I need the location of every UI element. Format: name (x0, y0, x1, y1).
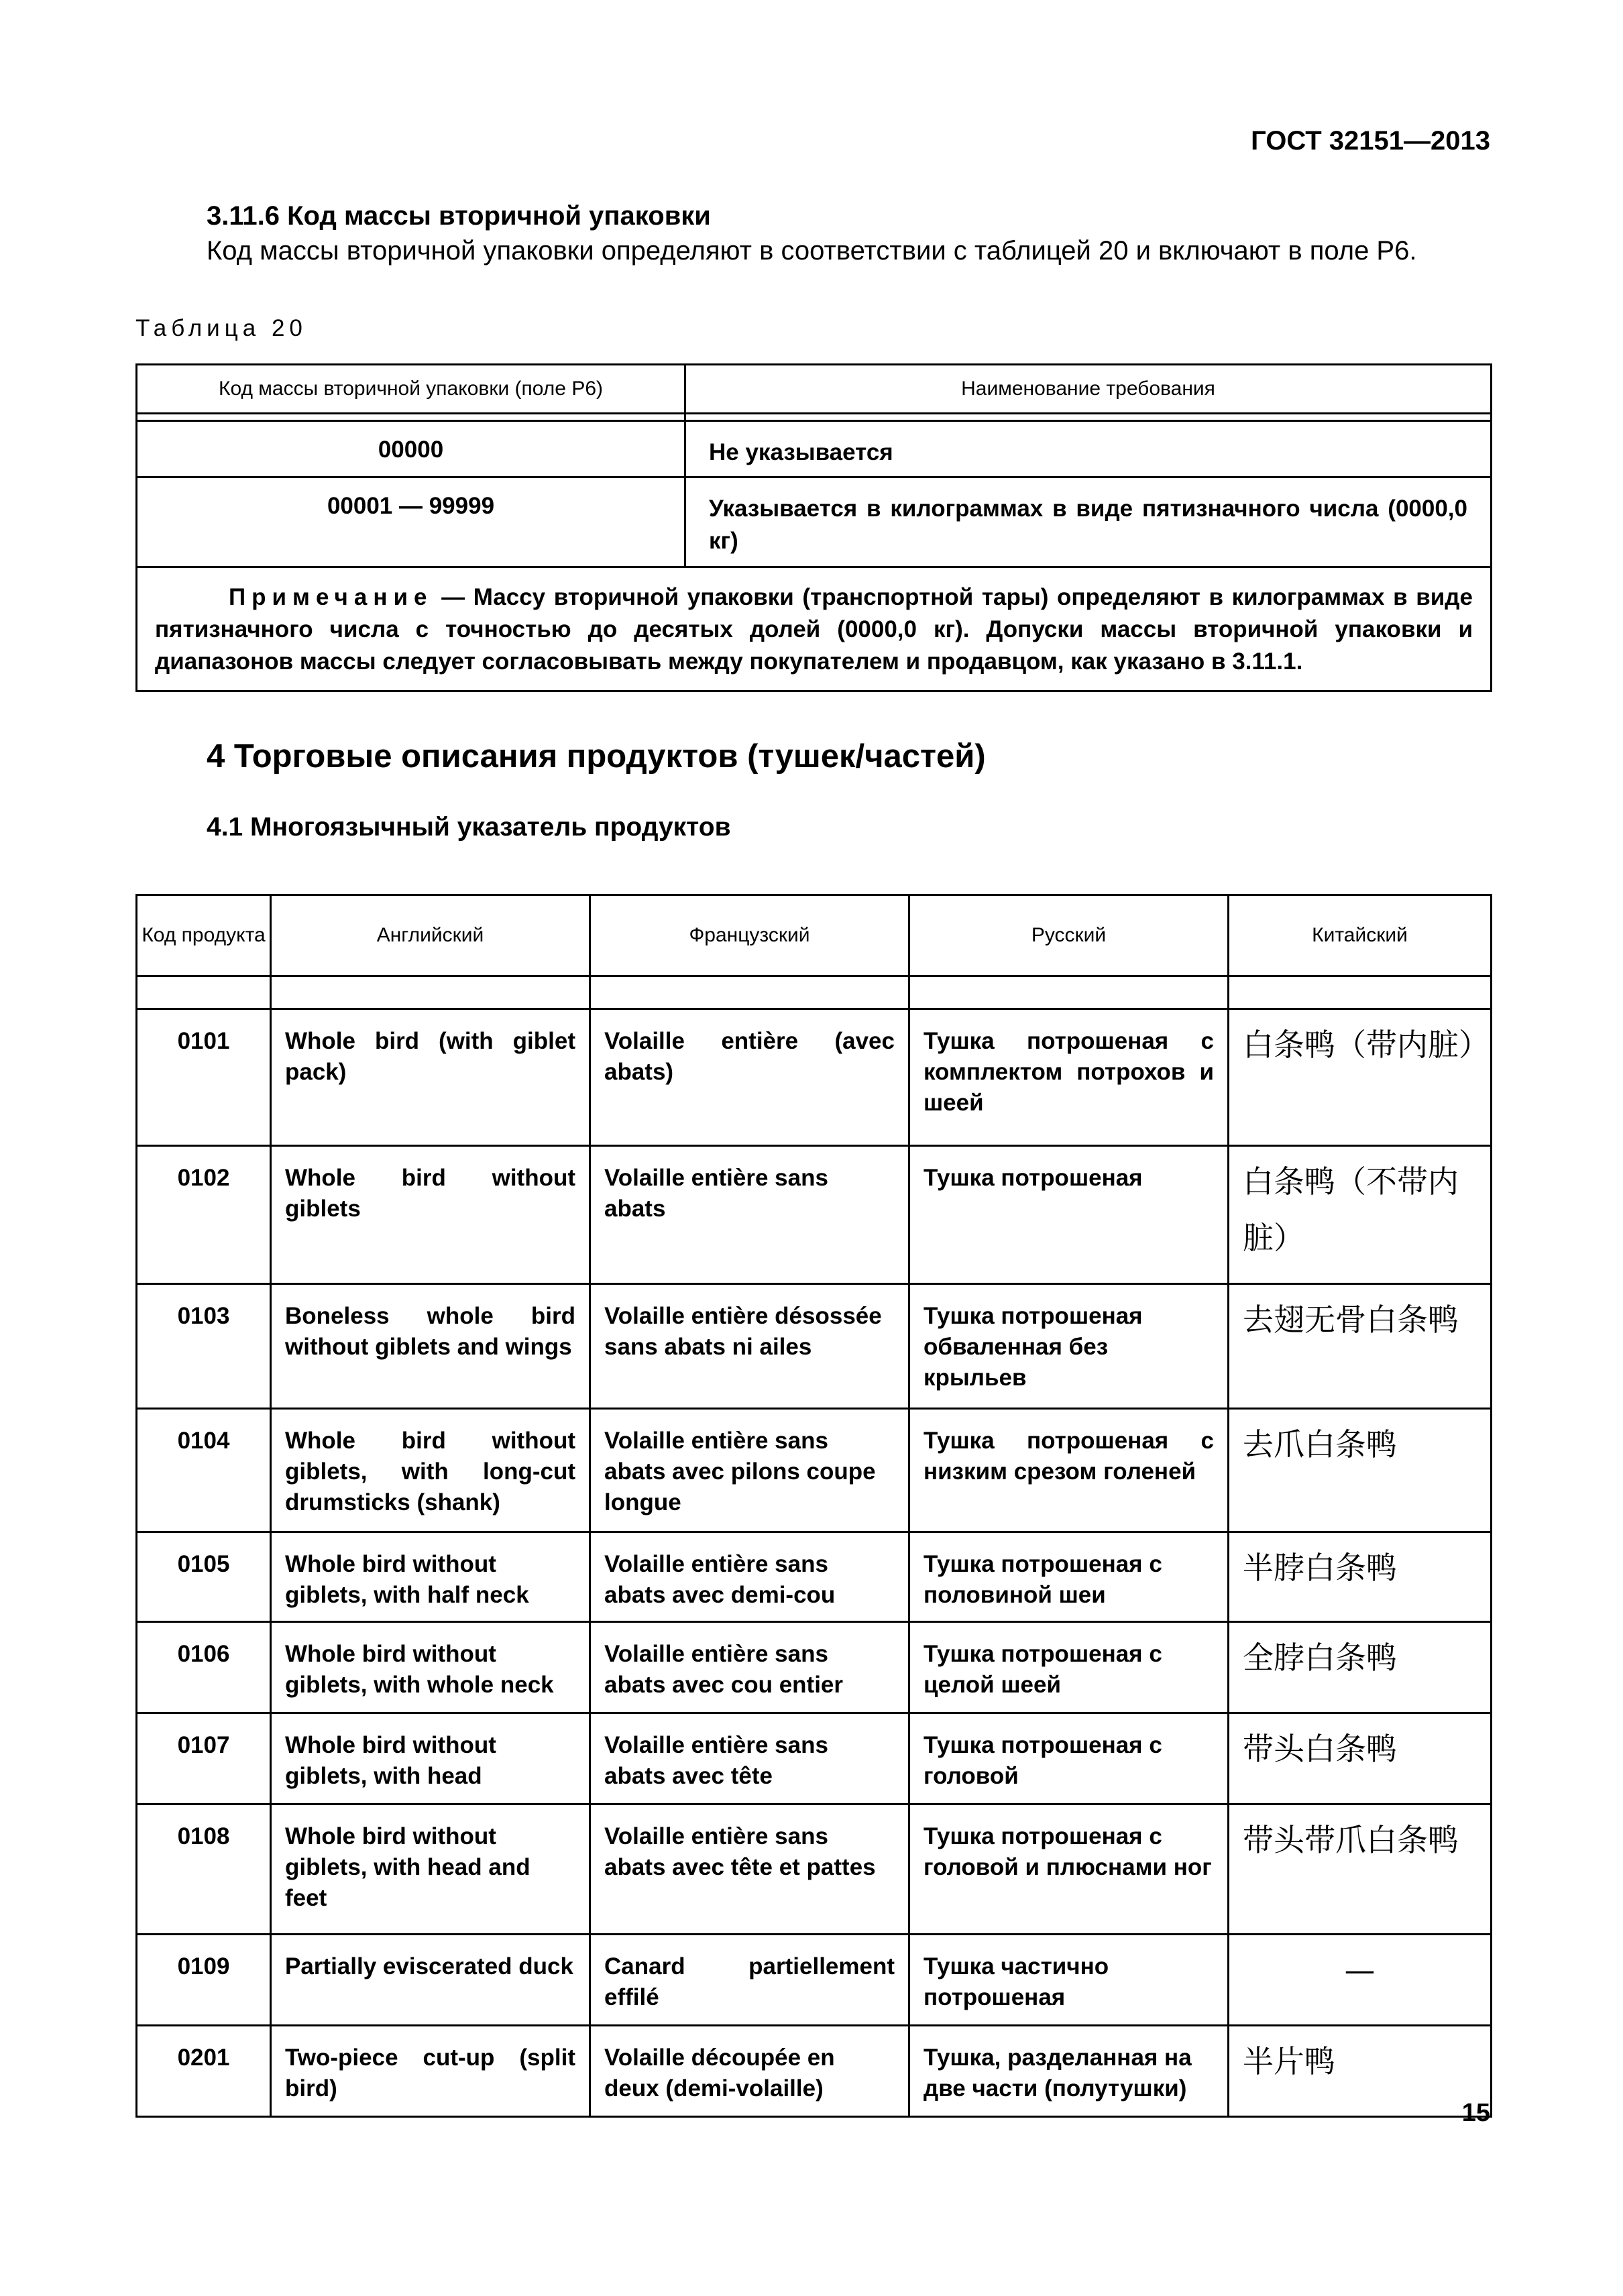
product-code: 0104 (137, 1409, 271, 1532)
english-name: Whole bird without giblets, with whole neck (271, 1622, 590, 1713)
russian-name: Тушка потрошеная с головой и плюснами ног (909, 1804, 1229, 1935)
french-name: Volaille découpée en deux (demi-volaille) (590, 2026, 909, 2117)
product-code: 0106 (137, 1622, 271, 1713)
table-note-row (137, 567, 1492, 691)
french-name: Canard partiellement effilé (590, 1935, 909, 2026)
english-name: Whole bird without giblets, with long-cut drumsticks (shank) (271, 1409, 590, 1532)
table-row (137, 477, 1492, 567)
russian-name: Тушка частично потрошеная (909, 1935, 1229, 2026)
table-row (137, 1713, 1492, 1804)
chinese-name: 白条鸭（不带内脏） (1229, 1146, 1492, 1284)
russian-name: Тушка потрошеная с половиной шеи (909, 1532, 1229, 1622)
chinese-name: 半片鸭 (1229, 2026, 1492, 2117)
french-name: Volaille entière sans abats avec pilons coupe longue (590, 1409, 909, 1532)
french-name: Volaille entière sans abats avec cou entier (590, 1622, 909, 1713)
table-row (137, 1532, 1492, 1622)
product-code: 0101 (137, 1009, 271, 1146)
note-label: Примечание (229, 584, 433, 610)
column-header: Русский (909, 895, 1229, 976)
french-name: Volaille entière désossée sans abats ni ailes (590, 1284, 909, 1409)
table-row (137, 1409, 1492, 1532)
chinese-name: 带头白条鸭 (1229, 1713, 1492, 1804)
english-name: Whole bird without giblets (271, 1146, 590, 1284)
page-number: 15 (1461, 2099, 1490, 2127)
code-cell: 00001 — 99999 (137, 477, 685, 567)
russian-name: Тушка, разделанная на две части (полутушки) (909, 2026, 1229, 2117)
russian-name: Тушка потрошеная с головой (909, 1713, 1229, 1804)
note-text: — Массу вторичной упаковки (транспортной тары) определяют в килограммах в виде пятизначного числа с точностью до десятых долей (0000,0 кг). Допуски массы вторичной упаковки и диапазонов массы следует согласовывать между покупателем и продавцом, как указано в 3.11.1. (155, 584, 1473, 675)
section-title: 3.11.6 Код массы вторичной упаковки (207, 201, 711, 231)
product-code: 0105 (137, 1532, 271, 1622)
table-row (137, 1009, 1492, 1146)
russian-name: Тушка потрошеная с целой шеей (909, 1622, 1229, 1713)
requirement-cell: Не указывается (685, 421, 1492, 477)
column-header: Код продукта (137, 895, 271, 976)
french-name: Volaille entière (avec abats) (590, 1009, 909, 1146)
chinese-name: 全脖白条鸭 (1229, 1622, 1492, 1713)
table-row (137, 1146, 1492, 1284)
product-code: 0108 (137, 1804, 271, 1935)
table-header-row (137, 365, 1492, 414)
section-4-title: 4 Торговые описания продуктов (тушек/частей) (207, 738, 986, 774)
product-code: 0109 (137, 1935, 271, 2026)
french-name: Volaille entière sans abats avec demi-cou (590, 1532, 909, 1622)
column-header: Код массы вторичной упаковки (поле P6) (137, 365, 685, 414)
table-row (137, 421, 1492, 477)
english-name: Whole bird without giblets, with head (271, 1713, 590, 1804)
section-4-1-title: 4.1 Многоязычный указатель продуктов (207, 813, 731, 842)
column-header: Английский (271, 895, 590, 976)
russian-name: Тушка потрошеная с комплектом потрохов и шеей (909, 1009, 1229, 1146)
product-code: 0201 (137, 2026, 271, 2117)
english-name: Whole bird without giblets, with head and feet (271, 1804, 590, 1935)
table-row (137, 2026, 1492, 2117)
product-code: 0102 (137, 1146, 271, 1284)
chinese-name: 半脖白条鸭 (1229, 1532, 1492, 1622)
french-name: Volaille entière sans abats avec tête (590, 1713, 909, 1804)
table-caption: Таблица 20 (135, 315, 307, 341)
russian-name: Тушка потрошеная с низким срезом голеней (909, 1409, 1229, 1532)
french-name: Volaille entière sans abats avec tête et pattes (590, 1804, 909, 1935)
table-note (137, 567, 1492, 691)
standard-number: ГОСТ 32151—2013 (1251, 126, 1490, 156)
products-table (135, 894, 1492, 2118)
english-name: Boneless whole bird without giblets and wings (271, 1284, 590, 1409)
english-name: Whole bird without giblets, with half neck (271, 1532, 590, 1622)
table-row (137, 1935, 1492, 2026)
column-header: Французский (590, 895, 909, 976)
russian-name: Тушка потрошеная (909, 1146, 1229, 1284)
chinese-name: 去翅无骨白条鸭 (1229, 1284, 1492, 1409)
section-text: Код массы вторичной упаковки определяют в соответствии с таблицей 20 и включают в поле P6. (207, 236, 1417, 266)
french-name: Volaille entière sans abats (590, 1146, 909, 1284)
chinese-name: 白条鸭（带内脏） (1229, 1009, 1492, 1146)
table-row (137, 1804, 1492, 1935)
english-name: Whole bird (with giblet pack) (271, 1009, 590, 1146)
product-code: 0103 (137, 1284, 271, 1409)
english-name: Partially eviscerated duck (271, 1935, 590, 2026)
code-cell: 00000 (137, 421, 685, 477)
product-code: 0107 (137, 1713, 271, 1804)
column-header: Китайский (1229, 895, 1492, 976)
requirement-cell: Указывается в килограммах в виде пятизначного числа (0000,0 кг) (685, 477, 1492, 567)
chinese-name: 去爪白条鸭 (1229, 1409, 1492, 1532)
table-row (137, 1622, 1492, 1713)
table-20 (135, 363, 1492, 692)
table-row (137, 1284, 1492, 1409)
chinese-name: 带头带爪白条鸭 (1229, 1804, 1492, 1935)
chinese-name: — (1229, 1935, 1492, 2026)
russian-name: Тушка потрошеная обваленная без крыльев (909, 1284, 1229, 1409)
english-name: Two-piece cut-up (split bird) (271, 2026, 590, 2117)
column-header: Наименование требования (685, 365, 1492, 414)
table-header-row (137, 895, 1492, 976)
